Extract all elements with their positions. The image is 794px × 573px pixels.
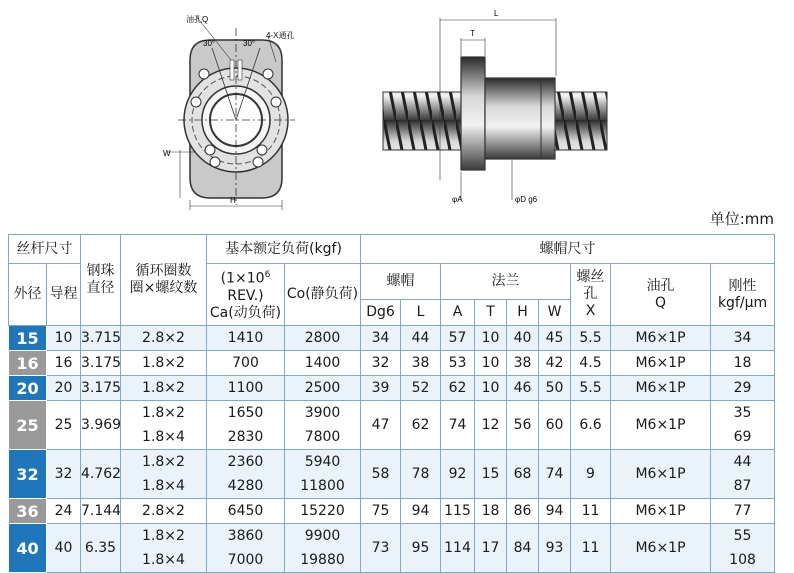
cell-circuits	[121, 401, 207, 450]
table-row	[9, 351, 775, 376]
cell-dg6: 73	[361, 524, 401, 573]
cell-co	[285, 524, 361, 573]
cell-ca	[207, 499, 285, 524]
phi-a-label: φA	[452, 195, 463, 204]
cell-ca-value: 3860	[227, 528, 264, 544]
cell-ca-value: 1410	[227, 330, 264, 346]
cell-co-value: 11800	[300, 478, 345, 494]
cell-co-value: 19880	[300, 552, 345, 568]
cell-lead: 25	[47, 401, 81, 450]
cell-q: M6×1P	[611, 326, 711, 351]
cell-rigidity-value: 87	[733, 478, 752, 494]
nut-side-view	[383, 9, 607, 204]
cell-q: M6×1P	[611, 351, 711, 376]
cell-circuits-value: 1.8×2	[142, 528, 185, 544]
cell-l: 62	[401, 401, 441, 450]
header-circuits-line1: 循环圈数	[135, 263, 192, 279]
cell-ball: 3.969	[81, 401, 121, 450]
cell-circuits-value: 1.8×4	[142, 429, 185, 445]
cell-lead: 40	[47, 524, 81, 573]
cell-q: M6×1P	[611, 401, 711, 450]
cell-circuits	[121, 351, 207, 376]
cell-lead: 10	[47, 326, 81, 351]
l-label: L	[494, 9, 499, 18]
cell-x: 5.5	[571, 326, 611, 351]
cell-rigidity	[711, 499, 775, 524]
cell-ball: 4.762	[81, 450, 121, 499]
header-bolt-hole-line1: 螺丝	[576, 269, 605, 285]
cell-t: 15	[475, 450, 507, 499]
cell-ca	[207, 326, 285, 351]
cell-co	[285, 326, 361, 351]
cell-ca-value: 1650	[227, 405, 264, 421]
cell-a: 62	[441, 376, 475, 401]
cell-lead: 20	[47, 376, 81, 401]
header-oil-hole-line1: 油孔	[646, 277, 675, 294]
header-screw-size: 丝杆尺寸	[9, 235, 81, 264]
cell-q: M6×1P	[611, 450, 711, 499]
cell-ca-value: 7000	[227, 552, 264, 568]
cell-h: 56	[507, 401, 539, 450]
cell-l: 78	[401, 450, 441, 499]
cell-rigidity	[711, 450, 775, 499]
header-l: L	[401, 300, 441, 326]
cell-circuits-value: 1.8×2	[142, 405, 185, 421]
cell-ca	[207, 376, 285, 401]
cell-t: 18	[475, 499, 507, 524]
cell-ca-value: 700	[232, 355, 259, 371]
header-ball-dia-line1: 钢珠	[86, 263, 115, 279]
cell-outer-dia: 25	[9, 401, 47, 450]
cell-w: 45	[539, 326, 571, 351]
cell-lead: 32	[47, 450, 81, 499]
cell-dg6: 34	[361, 326, 401, 351]
cell-co-value: 9900	[304, 528, 341, 544]
cell-ball: 3.715	[81, 326, 121, 351]
cell-w: 50	[539, 376, 571, 401]
cell-ca-value: 2830	[227, 429, 264, 445]
header-dg6: Dg6	[361, 300, 401, 326]
header-nut-size: 螺帽尺寸	[361, 235, 775, 264]
cell-co-value: 3900	[304, 405, 341, 421]
cell-circuits-value: 1.8×4	[142, 552, 185, 568]
cell-t: 10	[475, 376, 507, 401]
cell-co-value: 5940	[304, 454, 341, 470]
cell-a: 115	[441, 499, 475, 524]
header-rev	[207, 267, 284, 305]
cell-ca-value: 4280	[227, 478, 264, 494]
cell-x: 11	[571, 499, 611, 524]
cell-rigidity	[711, 376, 775, 401]
cell-circuits-value: 1.8×4	[142, 478, 185, 494]
header-t: T	[475, 300, 507, 326]
angle-right-label: 30°	[243, 39, 256, 48]
table-row	[9, 376, 775, 401]
cell-circuits	[121, 326, 207, 351]
t-label: T	[470, 29, 475, 38]
header-bolt-hole	[571, 264, 611, 326]
unit-label: 单位:mm	[709, 210, 774, 228]
cell-dg6: 39	[361, 376, 401, 401]
cell-h: 68	[507, 450, 539, 499]
cell-x: 5.5	[571, 376, 611, 401]
cell-rigidity-value: 55	[733, 528, 752, 544]
header-outer-dia: 外径	[9, 264, 47, 326]
cell-rigidity	[711, 351, 775, 376]
header-bolt-hole-line3: X	[585, 303, 596, 319]
cell-w: 42	[539, 351, 571, 376]
header-ca	[207, 264, 285, 326]
cell-co-value: 15220	[300, 503, 345, 519]
table-row	[9, 326, 775, 351]
cell-circuits-value: 1.8×2	[142, 380, 185, 396]
header-ball-dia	[81, 235, 121, 326]
header-oil-hole	[611, 264, 711, 326]
cell-dg6: 32	[361, 351, 401, 376]
header-oil-hole-line2: Q	[655, 294, 667, 311]
table-row	[9, 524, 775, 573]
cell-h: 40	[507, 326, 539, 351]
cell-w: 93	[539, 524, 571, 573]
cell-h: 38	[507, 351, 539, 376]
cell-circuits	[121, 499, 207, 524]
cell-co-value: 2800	[304, 330, 341, 346]
cell-co	[285, 499, 361, 524]
cell-rigidity-value: 29	[733, 380, 752, 396]
cell-rigidity-value: 35	[733, 405, 752, 421]
cell-outer-dia: 36	[9, 499, 47, 524]
cell-ball: 3.175	[81, 351, 121, 376]
header-bolt-hole-line2: 孔	[583, 286, 598, 302]
cell-ca	[207, 351, 285, 376]
cell-dg6: 47	[361, 401, 401, 450]
table-body	[9, 326, 775, 573]
cell-l: 95	[401, 524, 441, 573]
cell-co-value: 1400	[304, 355, 341, 371]
header-rev-exp: 6	[264, 270, 271, 281]
cell-co-value: 7800	[304, 429, 341, 445]
header-co: Co(静负荷)	[285, 264, 361, 326]
cell-rigidity-value: 108	[729, 552, 756, 568]
phi-d-label: φD g6	[515, 195, 538, 204]
header-ball-dia-line2: 直径	[86, 280, 115, 296]
ball-screw-spec-table	[8, 234, 775, 573]
cell-ball: 7.144	[81, 499, 121, 524]
cell-rigidity	[711, 524, 775, 573]
cell-co-value: 2500	[304, 380, 341, 396]
cell-lead: 24	[47, 499, 81, 524]
cell-rigidity-value: 44	[733, 454, 752, 470]
cell-rigidity-value: 69	[733, 429, 752, 445]
cell-h: 46	[507, 376, 539, 401]
cell-a: 92	[441, 450, 475, 499]
cell-circuits-value: 1.8×2	[142, 355, 185, 371]
cell-rigidity	[711, 326, 775, 351]
cell-co	[285, 376, 361, 401]
cell-rigidity-value: 18	[733, 355, 752, 371]
header-circuits-line2: 圈×螺纹数	[129, 280, 198, 296]
cell-l: 44	[401, 326, 441, 351]
cell-h: 84	[507, 524, 539, 573]
cell-q: M6×1P	[611, 376, 711, 401]
header-load-rating: 基本额定负荷(kgf)	[207, 235, 361, 264]
cell-t: 12	[475, 401, 507, 450]
cell-outer-dia: 16	[9, 351, 47, 376]
cell-w: 94	[539, 499, 571, 524]
table-row	[9, 450, 775, 499]
cell-t: 10	[475, 351, 507, 376]
table-header	[9, 235, 775, 326]
cell-circuits	[121, 450, 207, 499]
cell-dg6: 58	[361, 450, 401, 499]
cell-l: 52	[401, 376, 441, 401]
cell-h: 86	[507, 499, 539, 524]
cell-circuits	[121, 524, 207, 573]
technical-drawing	[0, 0, 794, 215]
cell-q: M6×1P	[611, 499, 711, 524]
cell-l: 38	[401, 351, 441, 376]
nut-front-view	[163, 14, 295, 210]
cell-l: 94	[401, 499, 441, 524]
header-h: H	[507, 300, 539, 326]
header-circuits	[121, 235, 207, 326]
cell-w: 60	[539, 401, 571, 450]
header-rev-pre: (1×10	[220, 270, 265, 287]
w-label: W	[163, 149, 171, 158]
cell-dg6: 75	[361, 499, 401, 524]
cell-ca-value: 1100	[227, 380, 264, 396]
cell-a: 53	[441, 351, 475, 376]
cell-rigidity	[711, 401, 775, 450]
cell-x: 9	[571, 450, 611, 499]
cell-ca-value: 6450	[227, 503, 264, 519]
oil-hole-label: 油孔Q	[186, 15, 209, 24]
table-row	[9, 401, 775, 450]
header-flange: 法兰	[441, 264, 571, 300]
h-label: H	[230, 196, 236, 205]
cell-t: 10	[475, 326, 507, 351]
cell-a: 114	[441, 524, 475, 573]
cell-x: 6.6	[571, 401, 611, 450]
cell-outer-dia: 40	[9, 524, 47, 573]
cell-t: 17	[475, 524, 507, 573]
cell-circuits-value: 2.8×2	[142, 503, 185, 519]
cell-co	[285, 450, 361, 499]
cell-rigidity-value: 34	[733, 330, 752, 346]
cell-x: 4.5	[571, 351, 611, 376]
cell-circuits	[121, 376, 207, 401]
header-a: A	[441, 300, 475, 326]
cell-outer-dia: 15	[9, 326, 47, 351]
cell-a: 57	[441, 326, 475, 351]
header-rigidity	[711, 264, 775, 326]
cell-circuits-value: 1.8×2	[142, 454, 185, 470]
cell-lead: 16	[47, 351, 81, 376]
cell-ball: 6.35	[81, 524, 121, 573]
cell-circuits-value: 2.8×2	[142, 330, 185, 346]
cell-co	[285, 351, 361, 376]
cell-co	[285, 401, 361, 450]
cell-ca	[207, 450, 285, 499]
cell-outer-dia: 20	[9, 376, 47, 401]
header-ca-label: Ca(动负荷)	[209, 304, 282, 321]
header-w: W	[539, 300, 571, 326]
cell-rigidity-value: 77	[733, 503, 752, 519]
header-rigidity-line1: 刚性	[728, 277, 757, 294]
cell-w: 74	[539, 450, 571, 499]
cell-ball: 3.175	[81, 376, 121, 401]
cell-outer-dia: 32	[9, 450, 47, 499]
header-rev-post: REV.)	[227, 287, 264, 304]
header-rigidity-line2: kgf/μm	[717, 294, 768, 311]
table-row	[9, 499, 775, 524]
cell-ca	[207, 401, 285, 450]
header-nut: 螺帽	[361, 264, 441, 300]
header-lead: 导程	[47, 264, 81, 326]
cell-ca-value: 2360	[227, 454, 264, 470]
angle-left-label: 30°	[203, 39, 216, 48]
cell-x: 11	[571, 524, 611, 573]
cell-a: 74	[441, 401, 475, 450]
cell-ca	[207, 524, 285, 573]
bolt-holes-label: 4-X通孔	[266, 31, 295, 40]
cell-q: M6×1P	[611, 524, 711, 573]
